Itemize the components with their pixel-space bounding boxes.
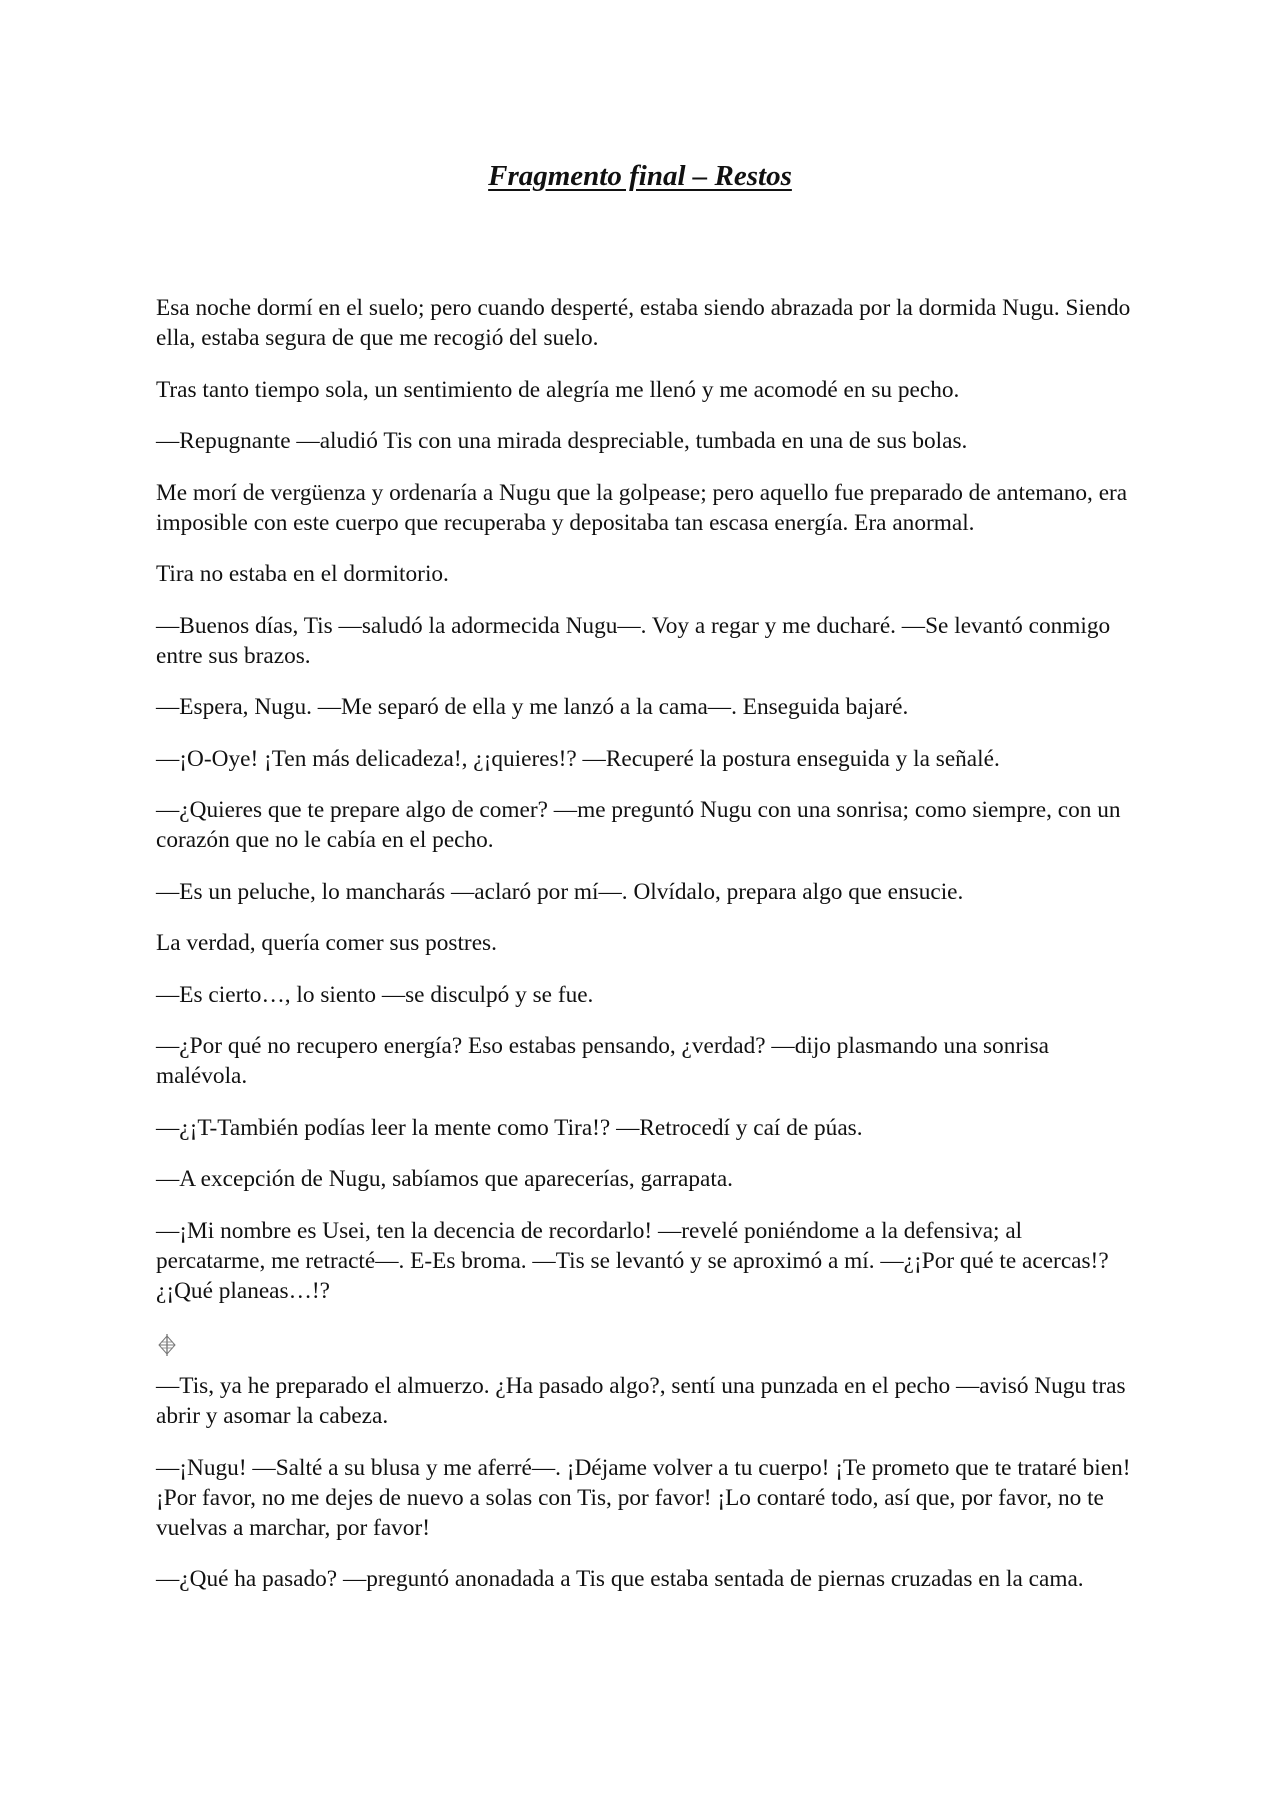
paragraph: Esa noche dormí en el suelo; pero cuando desperté, estaba siendo abrazada por la dormida Nugu. Siendo ella, estaba segura de que me recogió del suelo. bbox=[156, 295, 1131, 351]
paragraph: —¡O-Oye! ¡Ten más delicadeza!, ¿¡quieres!? —Recuperé la postura enseguida y la señalé. bbox=[156, 745, 1000, 772]
paragraph: —¡Nugu! —Salté a su blusa y me aferré—. ¡Déjame volver a tu cuerpo! ¡Te prometo que te trataré bien! ¡Por favor, no me dejes de nuevo a solas con Tis, por favor! ¡Lo contaré todo, así que, por favor, no te vuelvas a marchar, por favor! bbox=[156, 1454, 1131, 1541]
document-body bbox=[156, 293, 1136, 1616]
paragraph: —A excepción de Nugu, sabíamos que aparecerías, garrapata. bbox=[156, 1166, 733, 1192]
paragraph: —Es un peluche, lo mancharás —aclaró por mí—. Olvídalo, prepara algo que ensucie. bbox=[156, 878, 964, 905]
ornamental-diamond-icon bbox=[156, 1333, 178, 1357]
paragraph: —Es cierto…, lo siento —se disculpó y se fue. bbox=[156, 981, 594, 1008]
paragraph: Me morí de vergüenza y ordenaría a Nugu que la golpease; pero aquello fue preparado de antemano, era imposible con este cuerpo que recuperaba y depositaba tan escasa energía. Era anormal. bbox=[156, 479, 1128, 536]
paragraph: —¿Quieres que te prepare algo de comer? —me preguntó Nugu con una sonrisa; como siempre, con un corazón que no le cabía en el pecho. bbox=[156, 797, 1121, 853]
paragraph: La verdad, quería comer sus postres. bbox=[156, 930, 497, 956]
document-title: Fragmento final – Restos bbox=[488, 160, 792, 192]
paragraph: Tras tanto tiempo sola, un sentimiento de alegría me llenó y me acomodé en su pecho. bbox=[156, 376, 960, 403]
paragraph: Tira no estaba en el dormitorio. bbox=[156, 561, 449, 587]
paragraph: —Repugnante —aludió Tis con una mirada despreciable, tumbada en una de sus bolas. bbox=[156, 428, 968, 454]
paragraph: —¿¡T-También podías leer la mente como Tira!? —Retrocedí y caí de púas. bbox=[156, 1114, 863, 1141]
section-separator bbox=[156, 1327, 1136, 1363]
paragraph: —Espera, Nugu. —Me separó de ella y me lanzó a la cama—. Enseguida bajaré. bbox=[156, 694, 909, 720]
paragraph: —¿Qué ha pasado? —preguntó anonadada a Tis que estaba sentada de piernas cruzadas en la cama. bbox=[156, 1566, 1084, 1592]
paragraph: —¡Mi nombre es Usei, ten la decencia de recordarlo! —revelé poniéndome a la defensiva; al percatarme, me retracté—. E-Es broma. —Tis se levantó y se aproximó a mí. —¿¡Por qué te acercas!? ¿¡Qué planeas…!? bbox=[156, 1217, 1109, 1304]
paragraph: —Tis, ya he preparado el almuerzo. ¿Ha pasado algo?, sentí una punzada en el pecho —avisó Nugu tras abrir y asomar la cabeza. bbox=[156, 1373, 1126, 1429]
paragraph: —¿Por qué no recupero energía? Eso estabas pensando, ¿verdad? —dijo plasmando una sonrisa malévola. bbox=[156, 1033, 1049, 1089]
paragraph: —Buenos días, Tis —saludó la adormecida Nugu—. Voy a regar y me ducharé. —Se levantó conmigo entre sus brazos. bbox=[156, 612, 1111, 669]
